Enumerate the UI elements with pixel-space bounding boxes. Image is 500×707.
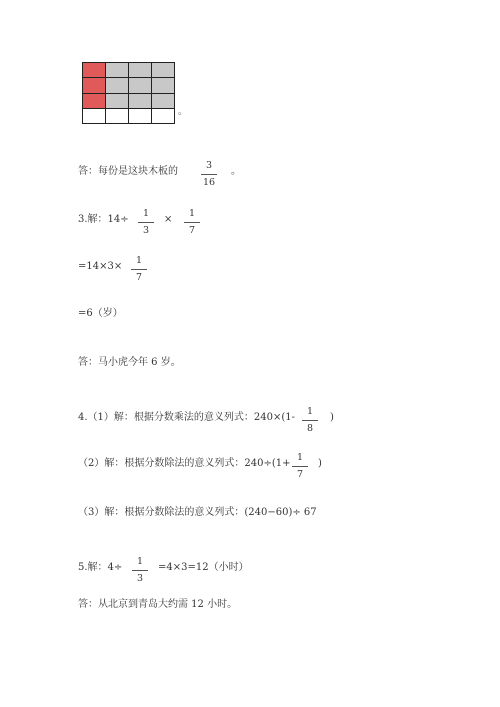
q3-line1-text: 3.解：14÷ xyxy=(78,214,129,225)
q4-part1-close: ) xyxy=(330,412,334,423)
q5-line-result: =4×3=12（小时） xyxy=(158,562,249,573)
q4-part3-text: （3）解：根据分数除法的意义列式：(240−60)÷ 67 xyxy=(78,507,317,518)
grid-cell-gray xyxy=(129,93,152,108)
fraction-grid-figure xyxy=(82,62,175,124)
q3-line1-fraction2 xyxy=(184,209,200,235)
grid-cell-gray xyxy=(152,78,175,93)
q3-line3-text: =6（岁） xyxy=(78,308,123,319)
fraction-denominator: 7 xyxy=(296,468,304,480)
figure-period: 。 xyxy=(178,107,188,117)
fraction-numerator: 1 xyxy=(188,208,196,219)
q3-line2-text: =14×3× xyxy=(78,261,123,272)
grid-row xyxy=(83,63,175,78)
grid-cell-red xyxy=(83,93,106,108)
q4-part2-text: （2）解：根据分数除法的意义列式：240÷(1+ xyxy=(78,458,291,469)
fraction-bar xyxy=(131,269,147,270)
fraction-numerator: 1 xyxy=(136,556,144,567)
q4-part1-text: 4.（1）解：根据分数乘法的意义列式：240×(1- xyxy=(78,412,296,423)
q3-line1-fraction1 xyxy=(138,209,154,235)
fraction-denominator: 7 xyxy=(188,224,196,236)
fraction-numerator: 1 xyxy=(142,208,150,219)
q2-fraction-numerator: 3 xyxy=(205,160,213,171)
q3-answer-text: 答：马小虎今年 6 岁。 xyxy=(78,357,181,368)
fraction-bar xyxy=(132,570,148,571)
fraction-numerator: 1 xyxy=(135,255,143,266)
fraction-denominator: 8 xyxy=(306,422,314,434)
grid-cell-gray xyxy=(106,93,129,108)
grid-cell-white xyxy=(152,108,175,123)
q2-fraction-denominator: 16 xyxy=(202,176,216,188)
grid-cell-gray xyxy=(106,78,129,93)
grid-cell-white xyxy=(83,108,106,123)
fraction-bar xyxy=(138,222,154,223)
fraction-bar xyxy=(292,466,308,467)
grid-row xyxy=(83,93,175,108)
q4-part2-fraction xyxy=(292,453,308,479)
grid-cell-gray xyxy=(129,78,152,93)
q4-part2-close: ) xyxy=(318,458,322,469)
fraction-numerator: 1 xyxy=(306,406,314,417)
q2-answer-text: 答：每份是这块木板的 xyxy=(78,166,178,177)
q5-line-text: 5.解：4÷ xyxy=(78,562,123,573)
fraction-bar xyxy=(184,222,200,223)
fraction-denominator: 3 xyxy=(136,572,144,584)
fraction-denominator: 3 xyxy=(142,224,150,236)
q2-fraction xyxy=(201,161,217,187)
q3-line1-times: × xyxy=(164,214,173,225)
grid-cell-white xyxy=(129,108,152,123)
fraction-bar xyxy=(201,174,217,175)
grid-cell-red xyxy=(83,63,106,78)
fraction-bar xyxy=(302,420,318,421)
grid-cell-red xyxy=(83,78,106,93)
q5-answer-text: 答：从北京到青岛大约需 12 小时。 xyxy=(78,599,238,610)
grid-row xyxy=(83,108,175,123)
grid-cell-gray xyxy=(152,93,175,108)
q4-part1-fraction xyxy=(302,407,318,433)
grid-cell-gray xyxy=(106,63,129,78)
fraction-numerator: 1 xyxy=(296,452,304,463)
fraction-denominator: 7 xyxy=(135,271,143,283)
q3-line2-fraction xyxy=(131,256,147,282)
grid-cell-gray xyxy=(129,63,152,78)
q5-fraction xyxy=(132,557,148,583)
q2-answer-period: 。 xyxy=(231,166,241,177)
grid-row xyxy=(83,78,175,93)
grid-cell-gray xyxy=(152,63,175,78)
grid-cell-white xyxy=(106,108,129,123)
